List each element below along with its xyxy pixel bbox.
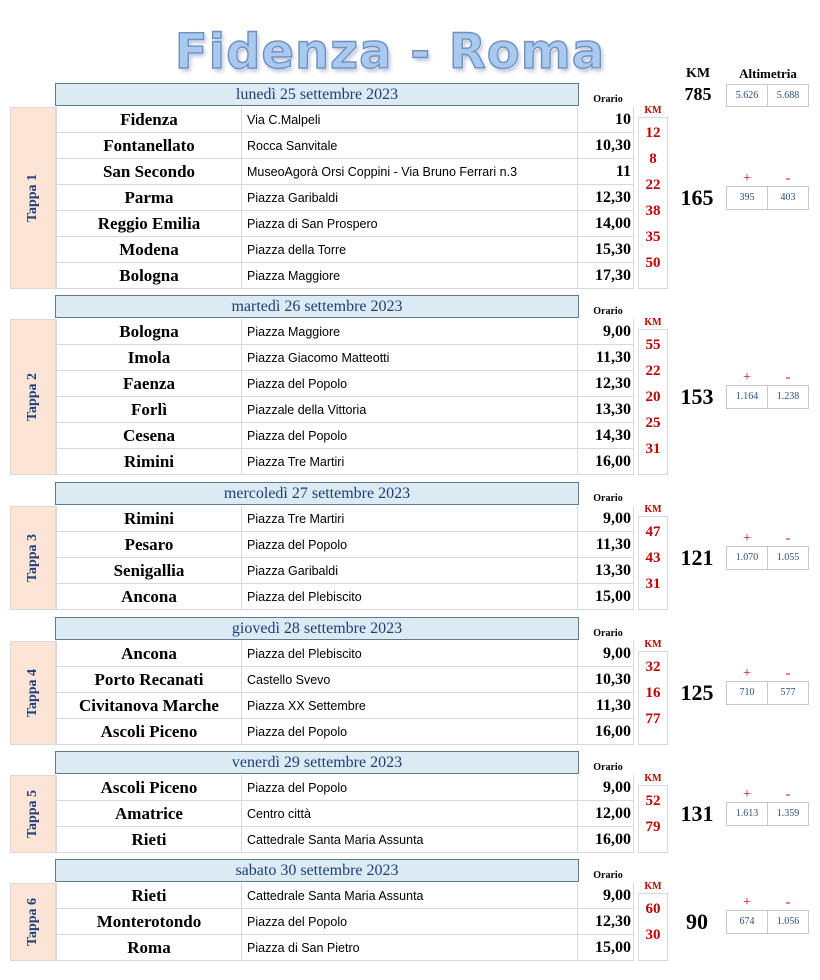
stop-time: 15,00 [578,935,634,961]
leg-km: 22 [645,177,661,193]
plus-sign: + [743,370,751,385]
stage-altitude-down: 1.359 [767,802,809,826]
km-label: KM [644,105,662,116]
stop-place: Cattedrale Santa Maria Assunta [242,827,578,853]
stop-place: Rocca Sanvitale [242,133,578,159]
leg-km: 8 [649,151,657,167]
leg-km: 12 [645,125,661,141]
stop-place: Piazza Maggiore [242,319,578,345]
stop-time: 12,30 [578,371,634,397]
minus-sign: - [785,531,791,546]
plus-sign: + [743,666,751,681]
km-label: KM [644,639,662,650]
stage-label-text: Tappa 3 [25,533,40,583]
stage-date-header: martedì 26 settembre 2023 [55,295,579,318]
km-header: KM [685,66,711,81]
km-leg-column [638,785,668,853]
stop-time: 9,00 [578,319,634,345]
km-leg-column [638,117,668,289]
plus-sign: + [743,531,751,546]
km-leg-column [638,893,668,961]
stage-label-text: Tappa 2 [25,372,40,422]
stop-city: Fontanellato [56,133,242,159]
leg-km: 60 [645,901,661,917]
stage-label [10,107,56,289]
stop-time: 16,00 [578,827,634,853]
stage-label-text: Tappa 1 [25,173,40,223]
stop-city: Forlì [56,397,242,423]
stop-place: Piazza del Plebiscito [242,641,578,667]
stop-city: Porto Recanati [56,667,242,693]
stop-city: San Secondo [56,159,242,185]
km-leg-column [638,651,668,745]
km-label: KM [644,504,662,515]
stage-altitude-up: 1.613 [726,802,768,826]
stop-place: Via C.Malpeli [242,107,578,133]
stage-date-header: venerdì 29 settembre 2023 [55,751,579,774]
leg-km: 31 [645,441,661,457]
leg-km: 55 [645,337,661,353]
stop-time: 13,30 [578,558,634,584]
leg-km: 31 [645,576,661,592]
stage-label-text: Tappa 6 [25,897,40,947]
stop-time: 9,00 [578,506,634,532]
stop-place: Castello Svevo [242,667,578,693]
stage-altitude-up: 395 [726,186,768,210]
stop-time: 14,00 [578,211,634,237]
stage-altitude-down: 1.056 [767,910,809,934]
stage-km-total: 131 [680,801,714,826]
stage-label [10,641,56,745]
stop-place: MuseoAgorà Orsi Coppini - Via Bruno Ferrari n.3 [242,159,578,185]
km-label: KM [644,773,662,784]
stop-time: 9,00 [578,883,634,909]
stop-place: Piazza del Popolo [242,775,578,801]
stage-label [10,883,56,961]
stop-time: 17,30 [578,263,634,289]
orario-label: Orario [593,493,623,504]
stop-time: 16,00 [578,449,634,475]
stop-place: Piazza del Popolo [242,909,578,935]
minus-sign: - [785,171,791,186]
orario-label: Orario [593,870,623,881]
stop-city: Roma [56,935,242,961]
km-label: KM [644,881,662,892]
stop-city: Ascoli Piceno [56,719,242,745]
stop-time: 10,30 [578,667,634,693]
minus-sign: - [785,787,791,802]
stop-city: Reggio Emilia [56,211,242,237]
orario-label: Orario [593,94,623,105]
stage-altitude-down: 577 [767,681,809,705]
stop-place: Cattedrale Santa Maria Assunta [242,883,578,909]
leg-km: 50 [645,255,661,271]
leg-km: 43 [645,550,661,566]
stop-city: Amatrice [56,801,242,827]
stage-date-header: mercoledì 27 settembre 2023 [55,482,579,505]
stop-place: Piazza Giacomo Matteotti [242,345,578,371]
stage-altitude-down: 1.238 [767,385,809,409]
stage-label [10,506,56,610]
stage-altitude-up: 1.164 [726,385,768,409]
stop-place: Piazza del Popolo [242,719,578,745]
stage-label [10,319,56,475]
stop-city: Imola [56,345,242,371]
leg-km: 25 [645,415,661,431]
leg-km: 38 [645,203,661,219]
stop-time: 11,30 [578,532,634,558]
stop-city: Rieti [56,827,242,853]
total-km: 785 [684,84,712,104]
stage-km-total: 153 [680,384,714,409]
stage-label-text: Tappa 5 [25,789,40,839]
stage-date-header: lunedì 25 settembre 2023 [55,83,579,106]
orario-label: Orario [593,628,623,639]
plus-sign: + [743,787,751,802]
stop-place: Piazza Maggiore [242,263,578,289]
leg-km: 35 [645,229,661,245]
stop-time: 11 [578,159,634,185]
leg-km: 22 [645,363,661,379]
stop-city: Ancona [56,584,242,610]
stop-time: 12,30 [578,909,634,935]
stop-city: Monterotondo [56,909,242,935]
stop-time: 12,00 [578,801,634,827]
km-label: KM [644,317,662,328]
stop-city: Ascoli Piceno [56,775,242,801]
page-title: Fidenza - Roma [174,24,606,80]
stop-time: 16,00 [578,719,634,745]
stop-city: Rieti [56,883,242,909]
stage-altitude-down: 1.055 [767,546,809,570]
stage-date-header: sabato 30 settembre 2023 [55,859,579,882]
total-altitude-up: 5.626 [726,84,768,107]
stage-date-header: giovedì 28 settembre 2023 [55,617,579,640]
stop-time: 13,30 [578,397,634,423]
stop-city: Parma [56,185,242,211]
stop-time: 10 [578,107,634,133]
minus-sign: - [785,370,791,385]
total-altitude-down: 5.688 [767,84,809,107]
stop-place: Piazza Garibaldi [242,185,578,211]
stop-place: Piazza Garibaldi [242,558,578,584]
leg-km: 20 [645,389,661,405]
stage-altitude-up: 710 [726,681,768,705]
stop-place: Piazza del Plebiscito [242,584,578,610]
stage-km-total: 125 [680,680,714,705]
stage-km-total: 165 [680,185,714,210]
plus-sign: + [743,171,751,186]
stage-altitude-down: 403 [767,186,809,210]
stage-label [10,775,56,853]
stop-city: Senigallia [56,558,242,584]
orario-label: Orario [593,306,623,317]
stop-time: 15,30 [578,237,634,263]
altimetria-header: Altimetria [739,66,797,81]
leg-km: 30 [645,927,661,943]
stop-city: Rimini [56,506,242,532]
stage-km-total: 121 [680,545,714,570]
stop-time: 12,30 [578,185,634,211]
stop-time: 11,30 [578,345,634,371]
stage-altitude-up: 674 [726,910,768,934]
stop-time: 9,00 [578,775,634,801]
leg-km: 52 [645,793,661,809]
stop-place: Piazza XX Settembre [242,693,578,719]
stop-time: 14,30 [578,423,634,449]
stop-city: Pesaro [56,532,242,558]
leg-km: 47 [645,524,661,540]
orario-label: Orario [593,762,623,773]
stop-city: Bologna [56,263,242,289]
stop-city: Ancona [56,641,242,667]
stop-place: Piazza di San Prospero [242,211,578,237]
minus-sign: - [785,895,791,910]
plus-sign: + [743,895,751,910]
km-leg-column [638,329,668,475]
stage-km-total: 90 [686,909,708,934]
stop-time: 10,30 [578,133,634,159]
minus-sign: - [785,666,791,681]
stop-place: Piazza del Popolo [242,371,578,397]
stop-place: Piazza del Popolo [242,423,578,449]
stop-city: Rimini [56,449,242,475]
leg-km: 77 [645,711,661,727]
stop-city: Bologna [56,319,242,345]
stop-place: Centro città [242,801,578,827]
stop-city: Cesena [56,423,242,449]
stage-label-text: Tappa 4 [25,668,40,718]
stop-city: Modena [56,237,242,263]
stop-place: Piazza Tre Martiri [242,449,578,475]
stop-city: Fidenza [56,107,242,133]
leg-km: 79 [645,819,661,835]
stop-time: 9,00 [578,641,634,667]
stop-time: 15,00 [578,584,634,610]
stage-altitude-up: 1.070 [726,546,768,570]
stop-time: 11,30 [578,693,634,719]
stop-place: Piazzale della Vittoria [242,397,578,423]
km-leg-column [638,516,668,610]
stop-city: Civitanova Marche [56,693,242,719]
leg-km: 32 [645,659,661,675]
stop-place: Piazza Tre Martiri [242,506,578,532]
leg-km: 16 [645,685,661,701]
stop-place: Piazza del Popolo [242,532,578,558]
stop-city: Faenza [56,371,242,397]
stop-place: Piazza di San Pietro [242,935,578,961]
stop-place: Piazza della Torre [242,237,578,263]
